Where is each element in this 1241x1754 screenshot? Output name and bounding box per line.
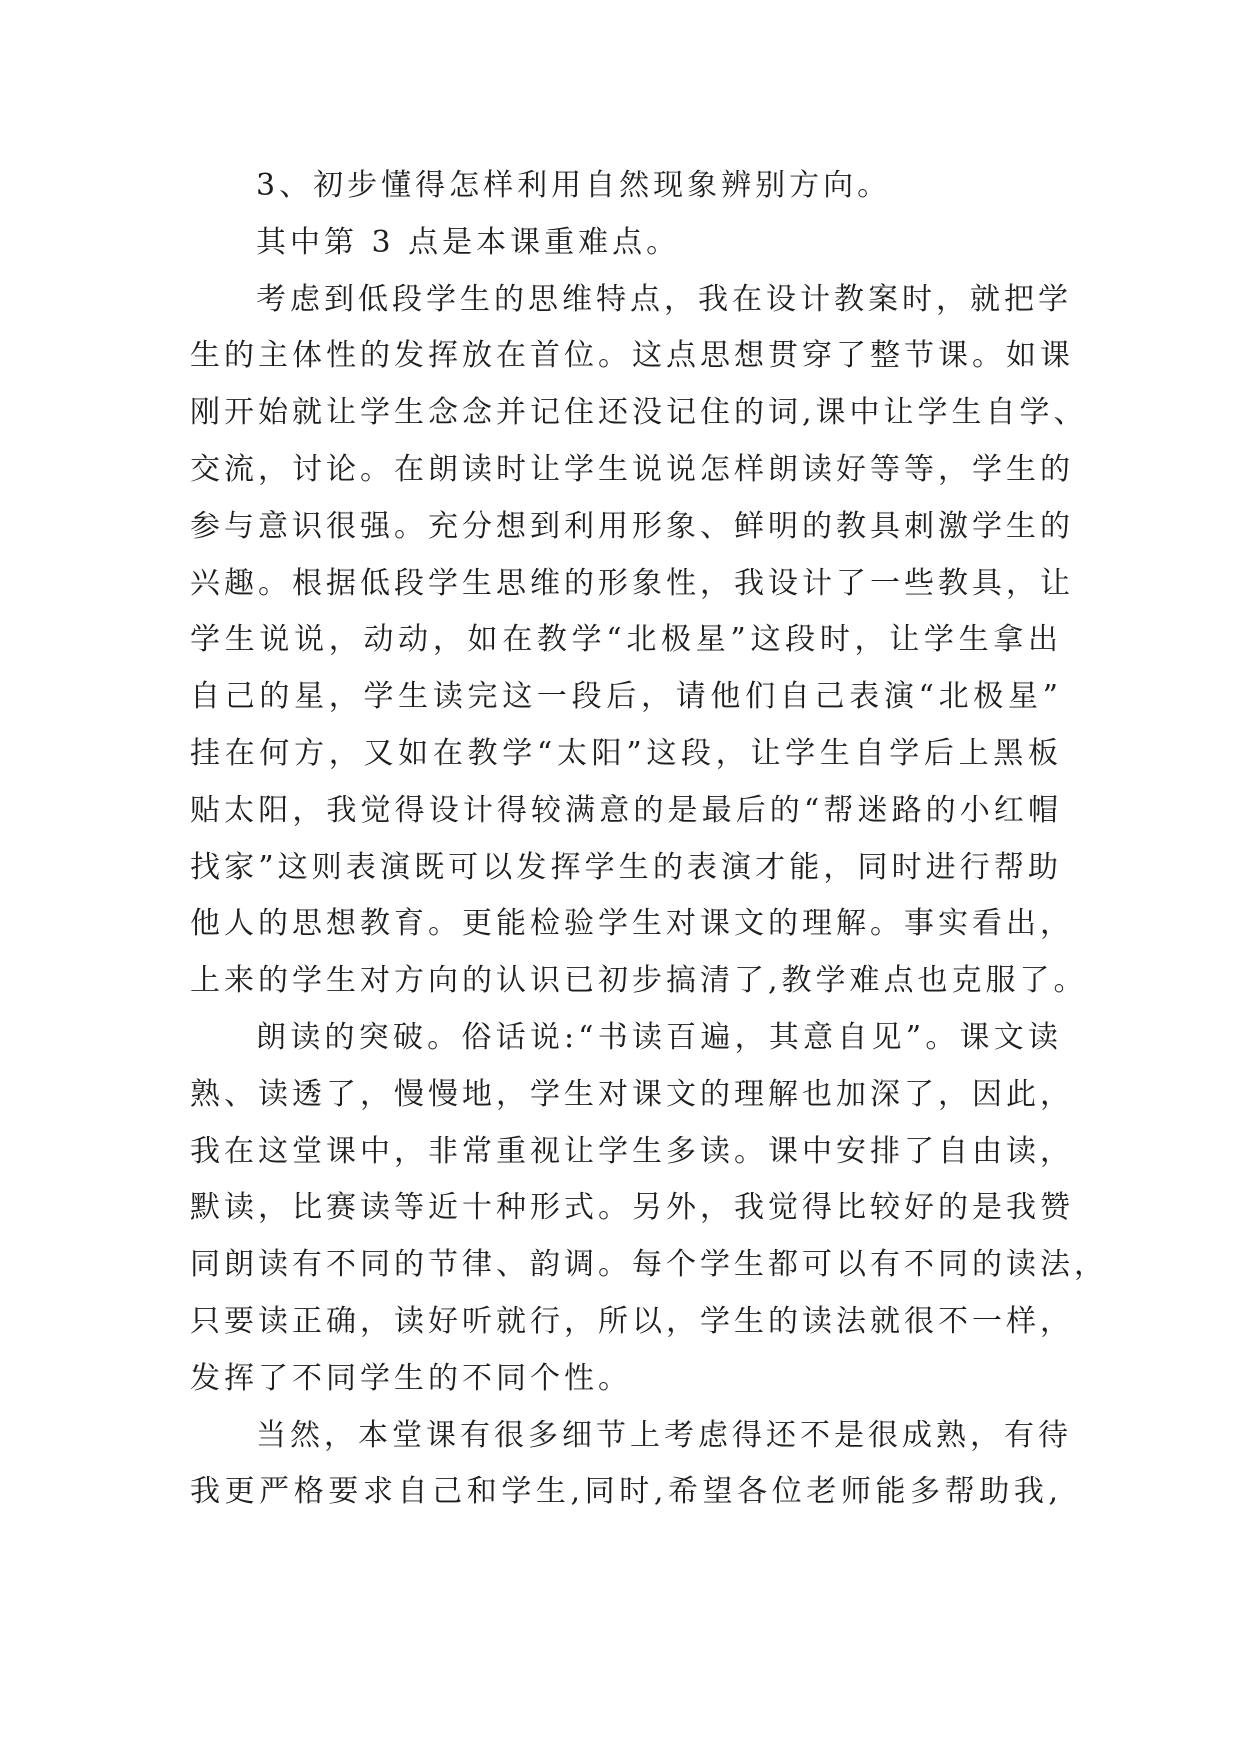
- text-line: 找家”这则表演既可以发挥学生的表演才能，同时进行帮助: [190, 849, 1062, 885]
- text-line: 默读，比赛读等近十种形式。另外，我觉得比较好的是我赞: [190, 1190, 1074, 1226]
- text-line: 我更严格要求自己和学生,同时,希望各位老师能多帮助我,: [190, 1474, 1062, 1510]
- text-line: 挂在何方，又如在教学“太阳”这段，让学生自学后上黑板: [190, 735, 1062, 771]
- text-line: 考虑到低段学生的思维特点，我在设计教案时，就把学: [256, 281, 1072, 317]
- text-line: 贴太阳，我觉得设计得较满意的是最后的“帮迷路的小红帽: [190, 792, 1062, 828]
- text-line: 生的主体性的发挥放在首位。这点思想贯穿了整节课。如课: [190, 338, 1074, 374]
- text-line: 3、初步懂得怎样利用自然现象辨别方向。: [256, 168, 892, 203]
- text-line: 其中第 3 点是本课重难点。: [256, 224, 681, 260]
- text-line: 刚开始就让学生念念并记住还没记住的词,课中让学生自学、: [190, 395, 1088, 431]
- text-line: 同朗读有不同的节律、韵调。每个学生都可以有不同的读法，: [190, 1247, 1108, 1283]
- text-line: 我在这堂课中，非常重视让学生多读。课中安排了自由读，: [190, 1133, 1074, 1169]
- text-line: 学生说说，动动，如在教学“北极星”这段时，让学生拿出: [190, 622, 1062, 658]
- document-body: [190, 158, 1108, 1521]
- text-line: 当然，本堂课有很多细节上考虑得还不是很成熟，有待: [256, 1417, 1072, 1453]
- text-line: 熟、读透了，慢慢地，学生对课文的理解也加深了，因此，: [190, 1076, 1074, 1112]
- text-line: 朗读的突破。俗话说:“书读百遍，其意自见”。课文读: [256, 1019, 1062, 1055]
- text-line: 他人的思想教育。更能检验学生对课文的理解。事实看出，: [190, 906, 1074, 942]
- text-line: 只要读正确，读好听就行，所以，学生的读法就很不一样，: [190, 1303, 1074, 1339]
- text-line: 上来的学生对方向的认识已初步搞清了,教学难点也克服了。: [190, 963, 1088, 999]
- text-line: 发挥了不同学生的不同个性。: [190, 1360, 632, 1396]
- text-line: 参与意识很强。充分想到利用形象、鲜明的教具刺激学生的: [190, 508, 1074, 544]
- text-line: 交流，讨论。在朗读时让学生说说怎样朗读好等等，学生的: [190, 451, 1074, 487]
- text-line: 兴趣。根据低段学生思维的形象性，我设计了一些教具，让: [190, 565, 1074, 601]
- text-line: 自己的星，学生读完这一段后，请他们自己表演“北极星”: [190, 679, 1062, 715]
